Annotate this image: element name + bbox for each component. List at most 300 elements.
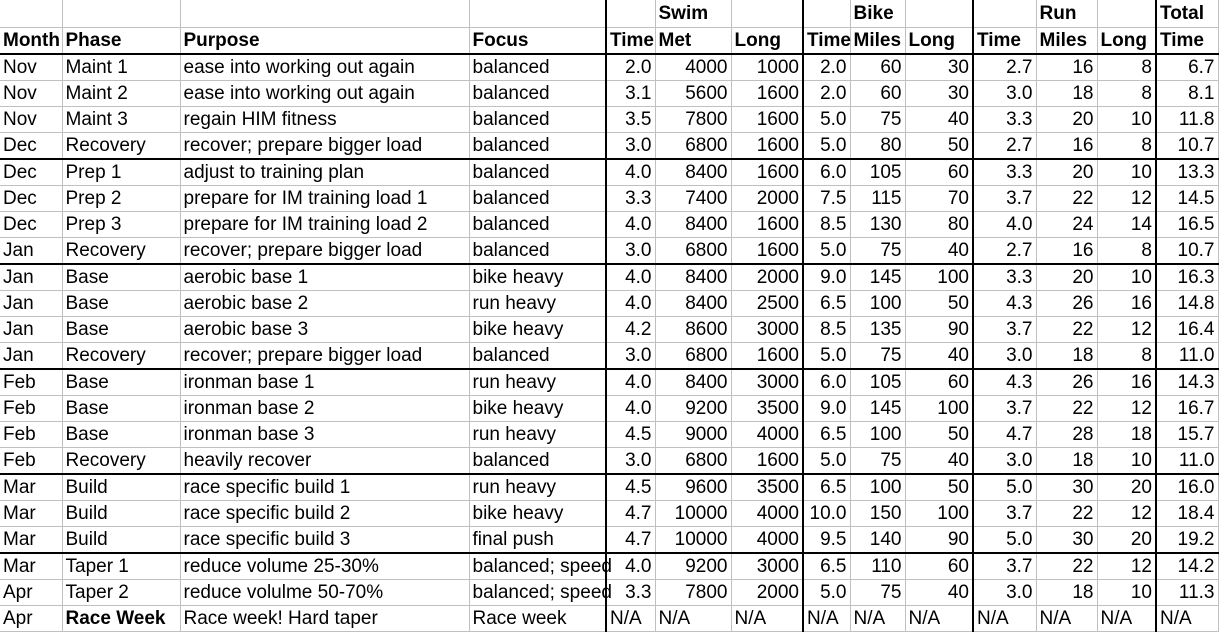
cell-month[interactable]: Nov xyxy=(0,81,62,107)
cell-run-time[interactable]: 3.0 xyxy=(973,343,1036,370)
cell-swim-long[interactable]: 1600 xyxy=(731,238,803,265)
cell-total-time[interactable]: 16.7 xyxy=(1156,396,1218,422)
cell-focus[interactable]: final push xyxy=(469,527,606,554)
cell-run-miles[interactable]: 26 xyxy=(1036,369,1097,396)
cell-run-long[interactable]: 10 xyxy=(1097,448,1156,475)
cell-month[interactable]: Jan xyxy=(0,291,62,317)
cell-swim-long[interactable]: 1600 xyxy=(731,81,803,107)
cell-phase[interactable]: Base xyxy=(62,317,180,343)
cell-bike-miles[interactable]: 75 xyxy=(850,343,905,370)
swim-group-header[interactable]: Swim xyxy=(655,0,731,27)
cell-bike-time[interactable]: 5.0 xyxy=(803,580,850,606)
cell-run-miles[interactable]: 20 xyxy=(1036,264,1097,291)
cell-focus[interactable]: run heavy xyxy=(469,474,606,501)
cell-swim-long[interactable]: 3500 xyxy=(731,474,803,501)
cell-purpose[interactable]: ironman base 1 xyxy=(180,369,469,396)
cell-phase[interactable]: Base xyxy=(62,422,180,448)
cell-swim-time[interactable]: 3.0 xyxy=(606,448,655,475)
cell-bike-long[interactable]: 40 xyxy=(905,107,973,133)
cell-run-miles[interactable]: 18 xyxy=(1036,580,1097,606)
cell-total-time[interactable]: 11.3 xyxy=(1156,580,1218,606)
cell-bike-long[interactable]: 40 xyxy=(905,238,973,265)
cell-run-long[interactable]: N/A xyxy=(1097,606,1156,632)
cell-run-miles[interactable]: N/A xyxy=(1036,606,1097,632)
cell-run-miles[interactable]: 30 xyxy=(1036,527,1097,554)
cell-bike-time[interactable]: 2.0 xyxy=(803,54,850,81)
cell-month[interactable]: Apr xyxy=(0,580,62,606)
cell-run-long[interactable]: 8 xyxy=(1097,133,1156,160)
cell-focus[interactable]: run heavy xyxy=(469,369,606,396)
cell-bike-miles[interactable]: 75 xyxy=(850,238,905,265)
cell-purpose[interactable]: recover; prepare bigger load xyxy=(180,343,469,370)
cell-swim-met[interactable]: 7800 xyxy=(655,580,731,606)
cell-phase[interactable]: Build xyxy=(62,527,180,554)
cell-run-time[interactable]: 3.3 xyxy=(973,264,1036,291)
column-header-focus[interactable]: Focus xyxy=(469,27,606,54)
cell-run-time[interactable]: 2.7 xyxy=(973,133,1036,160)
cell-swim-time[interactable]: 4.0 xyxy=(606,212,655,238)
column-header-run-miles[interactable]: Miles xyxy=(1036,27,1097,54)
cell-swim-met[interactable]: 8400 xyxy=(655,264,731,291)
cell-swim-time[interactable]: 4.0 xyxy=(606,264,655,291)
cell-bike-long[interactable]: 70 xyxy=(905,186,973,212)
cell-run-time[interactable]: 3.3 xyxy=(973,159,1036,186)
cell-phase[interactable]: Prep 1 xyxy=(62,159,180,186)
cell-phase[interactable]: Base xyxy=(62,396,180,422)
cell-run-time[interactable]: 3.7 xyxy=(973,396,1036,422)
cell-run-long[interactable]: 10 xyxy=(1097,159,1156,186)
cell-swim-time[interactable]: 2.0 xyxy=(606,54,655,81)
cell-run-long[interactable]: 20 xyxy=(1097,474,1156,501)
column-header-bike-long[interactable]: Long xyxy=(905,27,973,54)
cell-bike-long[interactable]: 50 xyxy=(905,422,973,448)
cell-month[interactable]: Feb xyxy=(0,396,62,422)
cell-swim-time[interactable]: 4.0 xyxy=(606,291,655,317)
cell-purpose[interactable]: race specific build 1 xyxy=(180,474,469,501)
cell-swim-met[interactable]: 8400 xyxy=(655,369,731,396)
cell-purpose[interactable]: prepare for IM training load 1 xyxy=(180,186,469,212)
cell-run-long[interactable]: 16 xyxy=(1097,291,1156,317)
column-header-phase[interactable]: Phase xyxy=(62,27,180,54)
cell-month[interactable]: Jan xyxy=(0,238,62,265)
column-header-bike-time[interactable]: Time xyxy=(803,27,850,54)
cell-total-time[interactable]: 11.8 xyxy=(1156,107,1218,133)
cell-phase[interactable]: Maint 2 xyxy=(62,81,180,107)
cell-run-long[interactable]: 12 xyxy=(1097,186,1156,212)
cell-bike-long[interactable]: 60 xyxy=(905,553,973,580)
cell-swim-met[interactable]: 8600 xyxy=(655,317,731,343)
cell-swim-time[interactable]: 4.2 xyxy=(606,317,655,343)
cell-swim-long[interactable]: 1000 xyxy=(731,54,803,81)
cell-swim-met[interactable]: 6800 xyxy=(655,238,731,265)
cell-total-time[interactable]: 8.1 xyxy=(1156,81,1218,107)
cell-focus[interactable]: bike heavy xyxy=(469,264,606,291)
cell-focus[interactable]: balanced xyxy=(469,107,606,133)
header-cell-blank[interactable] xyxy=(803,0,850,27)
cell-total-time[interactable]: 10.7 xyxy=(1156,238,1218,265)
header-cell-blank[interactable] xyxy=(973,0,1036,27)
cell-month[interactable]: Apr xyxy=(0,606,62,632)
cell-phase[interactable]: Base xyxy=(62,264,180,291)
cell-month[interactable]: Dec xyxy=(0,159,62,186)
header-cell-blank[interactable] xyxy=(905,0,973,27)
cell-bike-miles[interactable]: 80 xyxy=(850,133,905,160)
cell-month[interactable]: Jan xyxy=(0,317,62,343)
cell-run-miles[interactable]: 24 xyxy=(1036,212,1097,238)
cell-run-miles[interactable]: 18 xyxy=(1036,448,1097,475)
header-cell-blank[interactable] xyxy=(469,0,606,27)
cell-purpose[interactable]: aerobic base 1 xyxy=(180,264,469,291)
cell-total-time[interactable]: 18.4 xyxy=(1156,501,1218,527)
cell-swim-long[interactable]: 4000 xyxy=(731,501,803,527)
cell-run-miles[interactable]: 16 xyxy=(1036,54,1097,81)
cell-run-miles[interactable]: 18 xyxy=(1036,81,1097,107)
cell-bike-long[interactable]: 60 xyxy=(905,159,973,186)
header-cell-blank[interactable] xyxy=(0,0,62,27)
header-cell-blank[interactable] xyxy=(180,0,469,27)
cell-run-long[interactable]: 16 xyxy=(1097,369,1156,396)
cell-swim-time[interactable]: 3.0 xyxy=(606,133,655,160)
cell-phase[interactable]: Recovery xyxy=(62,343,180,370)
cell-run-long[interactable]: 8 xyxy=(1097,238,1156,265)
cell-swim-time[interactable]: 3.0 xyxy=(606,238,655,265)
cell-focus[interactable]: run heavy xyxy=(469,291,606,317)
cell-purpose[interactable]: Race week! Hard taper xyxy=(180,606,469,632)
cell-bike-time[interactable]: 5.0 xyxy=(803,133,850,160)
cell-swim-met[interactable]: N/A xyxy=(655,606,731,632)
cell-run-miles[interactable]: 22 xyxy=(1036,501,1097,527)
cell-swim-met[interactable]: 9200 xyxy=(655,396,731,422)
cell-bike-miles[interactable]: 115 xyxy=(850,186,905,212)
cell-run-long[interactable]: 20 xyxy=(1097,527,1156,554)
cell-bike-miles[interactable]: 145 xyxy=(850,396,905,422)
cell-phase[interactable]: Taper 1 xyxy=(62,553,180,580)
cell-bike-long[interactable]: 100 xyxy=(905,264,973,291)
cell-month[interactable]: Jan xyxy=(0,264,62,291)
cell-total-time[interactable]: 16.5 xyxy=(1156,212,1218,238)
cell-run-time[interactable]: N/A xyxy=(973,606,1036,632)
cell-focus[interactable]: balanced xyxy=(469,81,606,107)
cell-phase[interactable]: Build xyxy=(62,474,180,501)
cell-purpose[interactable]: heavily recover xyxy=(180,448,469,475)
cell-swim-long[interactable]: 2500 xyxy=(731,291,803,317)
cell-swim-time[interactable]: 4.0 xyxy=(606,553,655,580)
cell-bike-time[interactable]: 5.0 xyxy=(803,107,850,133)
cell-run-miles[interactable]: 20 xyxy=(1036,159,1097,186)
cell-swim-met[interactable]: 4000 xyxy=(655,54,731,81)
column-header-swim-long[interactable]: Long xyxy=(731,27,803,54)
cell-purpose[interactable]: ironman base 2 xyxy=(180,396,469,422)
cell-run-long[interactable]: 12 xyxy=(1097,317,1156,343)
cell-run-long[interactable]: 10 xyxy=(1097,264,1156,291)
cell-run-miles[interactable]: 22 xyxy=(1036,186,1097,212)
cell-swim-met[interactable]: 6800 xyxy=(655,133,731,160)
cell-bike-time[interactable]: 9.5 xyxy=(803,527,850,554)
cell-bike-time[interactable]: 2.0 xyxy=(803,81,850,107)
cell-total-time[interactable]: 6.7 xyxy=(1156,54,1218,81)
cell-focus[interactable]: balanced xyxy=(469,186,606,212)
header-cell-blank[interactable] xyxy=(62,0,180,27)
cell-month[interactable]: Feb xyxy=(0,422,62,448)
cell-phase[interactable]: Prep 3 xyxy=(62,212,180,238)
cell-bike-long[interactable]: 80 xyxy=(905,212,973,238)
column-header-month[interactable]: Month xyxy=(0,27,62,54)
cell-run-time[interactable]: 3.7 xyxy=(973,553,1036,580)
cell-phase[interactable]: Recovery xyxy=(62,238,180,265)
cell-purpose[interactable]: prepare for IM training load 2 xyxy=(180,212,469,238)
cell-bike-miles[interactable]: 100 xyxy=(850,291,905,317)
cell-swim-long[interactable]: N/A xyxy=(731,606,803,632)
cell-month[interactable]: Jan xyxy=(0,343,62,370)
cell-bike-miles[interactable]: 75 xyxy=(850,580,905,606)
cell-swim-long[interactable]: 1600 xyxy=(731,133,803,160)
cell-bike-miles[interactable]: N/A xyxy=(850,606,905,632)
cell-bike-miles[interactable]: 140 xyxy=(850,527,905,554)
cell-swim-met[interactable]: 8400 xyxy=(655,159,731,186)
cell-focus[interactable]: balanced xyxy=(469,448,606,475)
cell-run-miles[interactable]: 22 xyxy=(1036,553,1097,580)
cell-run-miles[interactable]: 30 xyxy=(1036,474,1097,501)
cell-focus[interactable]: bike heavy xyxy=(469,317,606,343)
cell-focus[interactable]: Race week xyxy=(469,606,606,632)
column-header-purpose[interactable]: Purpose xyxy=(180,27,469,54)
cell-month[interactable]: Feb xyxy=(0,448,62,475)
cell-purpose[interactable]: ease into working out again xyxy=(180,54,469,81)
cell-run-time[interactable]: 5.0 xyxy=(973,474,1036,501)
cell-phase[interactable]: Maint 3 xyxy=(62,107,180,133)
cell-swim-met[interactable]: 7800 xyxy=(655,107,731,133)
cell-run-long[interactable]: 18 xyxy=(1097,422,1156,448)
cell-swim-time[interactable]: 4.0 xyxy=(606,159,655,186)
cell-phase[interactable]: Recovery xyxy=(62,133,180,160)
cell-run-miles[interactable]: 22 xyxy=(1036,317,1097,343)
cell-swim-met[interactable]: 7400 xyxy=(655,186,731,212)
cell-swim-met[interactable]: 9200 xyxy=(655,553,731,580)
cell-month[interactable]: Nov xyxy=(0,107,62,133)
cell-swim-long[interactable]: 2000 xyxy=(731,264,803,291)
column-header-bike-miles[interactable]: Miles xyxy=(850,27,905,54)
bike-group-header[interactable]: Bike xyxy=(850,0,905,27)
cell-purpose[interactable]: recover; prepare bigger load xyxy=(180,133,469,160)
cell-swim-time[interactable]: 4.7 xyxy=(606,527,655,554)
cell-phase[interactable]: Recovery xyxy=(62,448,180,475)
cell-total-time[interactable]: 16.3 xyxy=(1156,264,1218,291)
cell-purpose[interactable]: reduce volume 25-30% xyxy=(180,553,469,580)
cell-swim-long[interactable]: 1600 xyxy=(731,212,803,238)
cell-swim-long[interactable]: 3500 xyxy=(731,396,803,422)
cell-focus[interactable]: run heavy xyxy=(469,422,606,448)
cell-bike-long[interactable]: 100 xyxy=(905,501,973,527)
cell-bike-miles[interactable]: 105 xyxy=(850,159,905,186)
cell-bike-time[interactable]: 8.5 xyxy=(803,212,850,238)
cell-purpose[interactable]: aerobic base 2 xyxy=(180,291,469,317)
cell-total-time[interactable]: 13.3 xyxy=(1156,159,1218,186)
cell-run-time[interactable]: 4.0 xyxy=(973,212,1036,238)
cell-run-long[interactable]: 8 xyxy=(1097,81,1156,107)
column-header-run-time[interactable]: Time xyxy=(973,27,1036,54)
cell-run-long[interactable]: 14 xyxy=(1097,212,1156,238)
cell-total-time[interactable]: 15.7 xyxy=(1156,422,1218,448)
cell-purpose[interactable]: ironman base 3 xyxy=(180,422,469,448)
cell-focus[interactable]: balanced; speed xyxy=(469,580,606,606)
cell-bike-miles[interactable]: 145 xyxy=(850,264,905,291)
cell-phase[interactable]: Build xyxy=(62,501,180,527)
cell-bike-time[interactable]: 6.5 xyxy=(803,422,850,448)
cell-swim-time[interactable]: 3.1 xyxy=(606,81,655,107)
cell-total-time[interactable]: 14.8 xyxy=(1156,291,1218,317)
cell-bike-miles[interactable]: 75 xyxy=(850,107,905,133)
cell-total-time[interactable]: 11.0 xyxy=(1156,343,1218,370)
cell-swim-long[interactable]: 4000 xyxy=(731,422,803,448)
cell-bike-long[interactable]: 40 xyxy=(905,580,973,606)
run-group-header[interactable]: Run xyxy=(1036,0,1097,27)
cell-bike-time[interactable]: 5.0 xyxy=(803,343,850,370)
cell-month[interactable]: Nov xyxy=(0,54,62,81)
cell-swim-met[interactable]: 6800 xyxy=(655,448,731,475)
cell-bike-miles[interactable]: 150 xyxy=(850,501,905,527)
cell-swim-met[interactable]: 5600 xyxy=(655,81,731,107)
cell-bike-time[interactable]: 9.0 xyxy=(803,396,850,422)
cell-run-long[interactable]: 12 xyxy=(1097,396,1156,422)
cell-total-time[interactable]: 10.7 xyxy=(1156,133,1218,160)
cell-run-long[interactable]: 12 xyxy=(1097,501,1156,527)
cell-swim-long[interactable]: 1600 xyxy=(731,343,803,370)
cell-run-miles[interactable]: 16 xyxy=(1036,238,1097,265)
cell-run-time[interactable]: 2.7 xyxy=(973,54,1036,81)
cell-month[interactable]: Dec xyxy=(0,133,62,160)
cell-bike-time[interactable]: 6.5 xyxy=(803,553,850,580)
cell-month[interactable]: Mar xyxy=(0,553,62,580)
cell-run-miles[interactable]: 26 xyxy=(1036,291,1097,317)
cell-month[interactable]: Dec xyxy=(0,212,62,238)
cell-purpose[interactable]: reduce volulme 50-70% xyxy=(180,580,469,606)
cell-swim-time[interactable]: 4.5 xyxy=(606,422,655,448)
cell-swim-time[interactable]: 3.5 xyxy=(606,107,655,133)
cell-bike-time[interactable]: 6.0 xyxy=(803,369,850,396)
cell-total-time[interactable]: 14.2 xyxy=(1156,553,1218,580)
cell-run-time[interactable]: 5.0 xyxy=(973,527,1036,554)
cell-phase[interactable]: Maint 1 xyxy=(62,54,180,81)
cell-run-time[interactable]: 3.7 xyxy=(973,317,1036,343)
cell-purpose[interactable]: adjust to training plan xyxy=(180,159,469,186)
cell-bike-time[interactable]: 6.5 xyxy=(803,474,850,501)
cell-swim-long[interactable]: 3000 xyxy=(731,369,803,396)
column-header-total-time[interactable]: Time xyxy=(1156,27,1218,54)
cell-swim-met[interactable]: 6800 xyxy=(655,343,731,370)
cell-bike-miles[interactable]: 75 xyxy=(850,448,905,475)
cell-focus[interactable]: balanced xyxy=(469,343,606,370)
cell-purpose[interactable]: aerobic base 3 xyxy=(180,317,469,343)
cell-bike-time[interactable]: 6.5 xyxy=(803,291,850,317)
cell-bike-long[interactable]: 40 xyxy=(905,343,973,370)
cell-bike-long[interactable]: N/A xyxy=(905,606,973,632)
cell-focus[interactable]: balanced xyxy=(469,54,606,81)
cell-swim-time[interactable]: 4.0 xyxy=(606,396,655,422)
cell-run-long[interactable]: 10 xyxy=(1097,107,1156,133)
cell-swim-long[interactable]: 1600 xyxy=(731,107,803,133)
cell-total-time[interactable]: 11.0 xyxy=(1156,448,1218,475)
cell-swim-long[interactable]: 1600 xyxy=(731,159,803,186)
cell-run-time[interactable]: 4.3 xyxy=(973,291,1036,317)
cell-total-time[interactable]: 16.0 xyxy=(1156,474,1218,501)
cell-run-miles[interactable]: 28 xyxy=(1036,422,1097,448)
cell-bike-miles[interactable]: 130 xyxy=(850,212,905,238)
cell-total-time[interactable]: 14.3 xyxy=(1156,369,1218,396)
cell-phase[interactable]: Prep 2 xyxy=(62,186,180,212)
cell-swim-met[interactable]: 10000 xyxy=(655,501,731,527)
cell-purpose[interactable]: regain HIM fitness xyxy=(180,107,469,133)
cell-bike-miles[interactable]: 110 xyxy=(850,553,905,580)
cell-bike-long[interactable]: 90 xyxy=(905,317,973,343)
cell-run-time[interactable]: 3.7 xyxy=(973,186,1036,212)
cell-run-time[interactable]: 4.7 xyxy=(973,422,1036,448)
cell-run-miles[interactable]: 16 xyxy=(1036,133,1097,160)
cell-swim-time[interactable]: 4.5 xyxy=(606,474,655,501)
cell-purpose[interactable]: race specific build 2 xyxy=(180,501,469,527)
cell-swim-time[interactable]: 4.0 xyxy=(606,369,655,396)
cell-total-time[interactable]: 16.4 xyxy=(1156,317,1218,343)
cell-swim-long[interactable]: 3000 xyxy=(731,553,803,580)
cell-purpose[interactable]: race specific build 3 xyxy=(180,527,469,554)
cell-bike-miles[interactable]: 100 xyxy=(850,422,905,448)
cell-run-time[interactable]: 3.3 xyxy=(973,107,1036,133)
cell-bike-miles[interactable]: 60 xyxy=(850,54,905,81)
cell-swim-met[interactable]: 8400 xyxy=(655,212,731,238)
cell-month[interactable]: Mar xyxy=(0,527,62,554)
cell-bike-long[interactable]: 40 xyxy=(905,448,973,475)
cell-swim-time[interactable]: N/A xyxy=(606,606,655,632)
cell-bike-miles[interactable]: 100 xyxy=(850,474,905,501)
cell-purpose[interactable]: recover; prepare bigger load xyxy=(180,238,469,265)
cell-run-time[interactable]: 4.3 xyxy=(973,369,1036,396)
total-group-header[interactable]: Total xyxy=(1156,0,1218,27)
cell-phase[interactable]: Race Week xyxy=(62,606,180,632)
cell-swim-time[interactable]: 4.7 xyxy=(606,501,655,527)
cell-swim-met[interactable]: 9000 xyxy=(655,422,731,448)
cell-month[interactable]: Mar xyxy=(0,474,62,501)
cell-bike-time[interactable]: N/A xyxy=(803,606,850,632)
cell-focus[interactable]: balanced xyxy=(469,238,606,265)
cell-focus[interactable]: bike heavy xyxy=(469,396,606,422)
cell-swim-met[interactable]: 9600 xyxy=(655,474,731,501)
cell-bike-time[interactable]: 7.5 xyxy=(803,186,850,212)
cell-swim-met[interactable]: 10000 xyxy=(655,527,731,554)
cell-bike-miles[interactable]: 105 xyxy=(850,369,905,396)
cell-run-time[interactable]: 2.7 xyxy=(973,238,1036,265)
cell-focus[interactable]: balanced; speed xyxy=(469,553,606,580)
cell-run-time[interactable]: 3.0 xyxy=(973,448,1036,475)
cell-bike-miles[interactable]: 60 xyxy=(850,81,905,107)
cell-bike-time[interactable]: 8.5 xyxy=(803,317,850,343)
column-header-swim-met[interactable]: Met xyxy=(655,27,731,54)
cell-run-miles[interactable]: 20 xyxy=(1036,107,1097,133)
cell-swim-time[interactable]: 3.3 xyxy=(606,186,655,212)
cell-run-miles[interactable]: 22 xyxy=(1036,396,1097,422)
cell-run-long[interactable]: 12 xyxy=(1097,553,1156,580)
header-cell-blank[interactable] xyxy=(606,0,655,27)
cell-run-long[interactable]: 8 xyxy=(1097,54,1156,81)
column-header-swim-time[interactable]: Time xyxy=(606,27,655,54)
cell-bike-long[interactable]: 50 xyxy=(905,291,973,317)
cell-bike-long[interactable]: 50 xyxy=(905,133,973,160)
cell-focus[interactable]: bike heavy xyxy=(469,501,606,527)
cell-swim-long[interactable]: 1600 xyxy=(731,448,803,475)
cell-bike-miles[interactable]: 135 xyxy=(850,317,905,343)
cell-bike-long[interactable]: 30 xyxy=(905,81,973,107)
cell-swim-long[interactable]: 4000 xyxy=(731,527,803,554)
cell-swim-met[interactable]: 8400 xyxy=(655,291,731,317)
cell-bike-long[interactable]: 90 xyxy=(905,527,973,554)
